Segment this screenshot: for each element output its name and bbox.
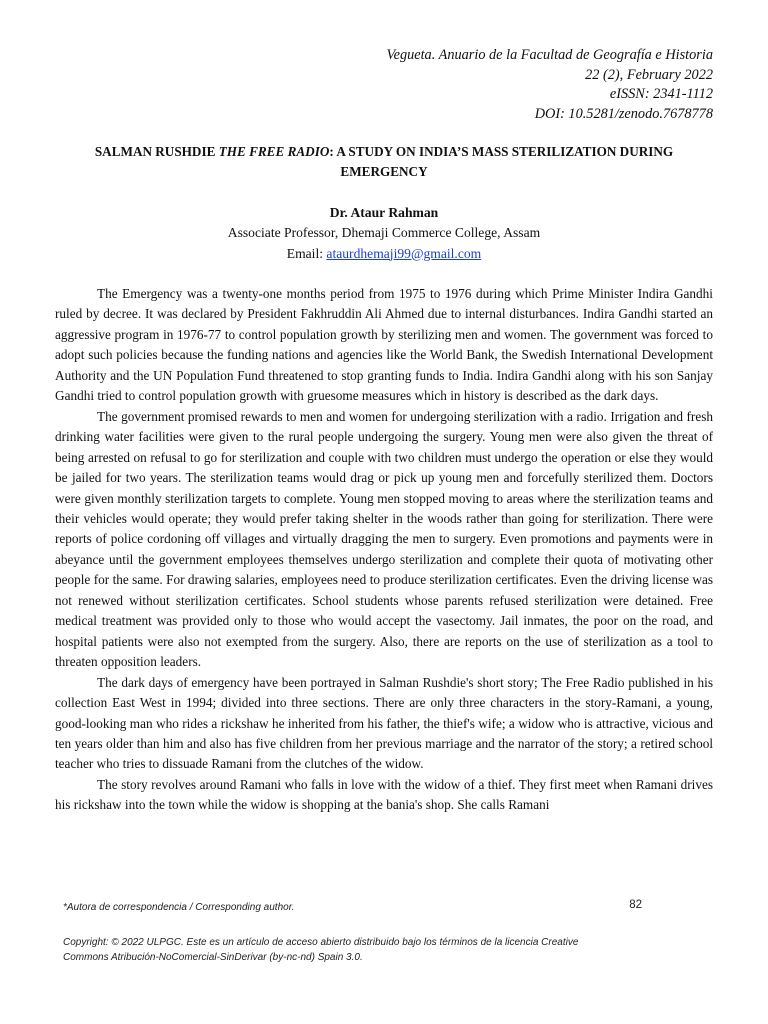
- article-body: [55, 284, 713, 816]
- paper-title: [55, 142, 713, 182]
- paragraph: The government promised rewards to men and women for undergoing sterilization with a radio. Irrigation and fresh drinking water facilities were given to the rural people undergoing the surgery. Young men were also given the threat of being arrested on refusal to go for sterilization and couple with two children must undergo the operation or else they would be jailed for two years. The sterilization teams would drag or pick up young men and forcefully sterilized them. Doctors were given monthly sterilization targets to complete. Young men stopped moving to areas where the sterilization teams and their vehicles would operate; they would prefer taking shelter in the woods rather than going for sterilization. There were reports of police cordoning off villages and virtually dragging the men to surgery. Even promotions and payments were in abeyance until the government employees themselves undergo sterilization and complete their quota of motivating other people for the same. For drawing salaries, employees need to produce sterilization certificates. Even the driving license was not renewed without sterilization certificates. School students whose parents refused sterilization were detained. Free medical treatment was provided only to those who would accept the vasectomy. Jail inmates, the poor on the road, and hospital patients were also not exempted from the surgery. Also, there are reports on the use of sterilization as a tool to threaten opposition leaders.: [55, 408, 713, 670]
- email-link[interactable]: ataurdhemaji99@gmail.com: [326, 245, 482, 261]
- title-part-2: : A STUDY ON INDIA’S MASS STERILIZATION DURING EMERGENCY: [329, 144, 674, 179]
- journal-doi: DOI: 10.5281/zenodo.7678778: [534, 105, 713, 122]
- paragraph: The story revolves around Ramani who falls in love with the widow of a thief. They first meet when Ramani drives his rickshaw into the town while the widow is shopping at the bania's shop. She calls Ramani: [55, 776, 713, 813]
- paragraph: The Emergency was a twenty-one months period from 1975 to 1976 during which Prime Minister Indira Gandhi ruled by decree. It was declared by President Fakhruddin Ali Ahmed due to internal disturbances. Indira Gandhi started an aggressive program in 1976-77 to control population growth by sterilizing men and women. The government was forced to adopt such policies because the funding nations and agencies like the World Bank, the Swedish International Development Authority and the UN Population Fund threatened to stop granting funds to India. Indira Gandhi along with his son Sanjay Gandhi tried to control population growth with gruesome measures which in history is described as the dark days.: [55, 286, 713, 404]
- footnote: *Autora de correspondencia / Corresponding author.: [63, 902, 295, 913]
- author-email-line: [55, 244, 713, 264]
- title-part-1: SALMAN RUSHDIE: [94, 144, 219, 159]
- paragraph: The dark days of emergency have been portrayed in Salman Rushdie's short story; The Free Radio published in his collection East West in 1994; divided into three sections. There are only three characters in the story-Ramani, a young, good-looking man who rides a rickshaw he inherited from his father, the thief's wife; a widow who is attractive, vicious and ten years older than him and also has five children from her previous marriage and the narrator of the story; a retired school teacher who tries to dissuade Ramani from the clutches of the widow.: [55, 674, 713, 772]
- author-block: [55, 203, 713, 264]
- journal-name: Vegueta. Anuario de la Facultad de Geografía e Historia: [386, 47, 713, 63]
- email-label: Email:: [286, 245, 327, 261]
- title-italic: THE FREE RADIO: [218, 144, 330, 159]
- author-name: Dr. Ataur Rahman: [329, 205, 439, 220]
- journal-issue: 22 (2), February 2022: [585, 66, 713, 83]
- journal-eissn: eISSN: 2341-1112: [609, 86, 713, 102]
- copyright-notice: Copyright: © 2022 ULPGC. Este es un artículo de acceso abierto distribuido bajo los términos de la licencia Creative Commons Atribución-NoComercial-SinDerivar (by-nc-nd) Spain 3.0.: [63, 937, 579, 963]
- journal-header: [386, 46, 713, 124]
- page-number: 82: [629, 899, 642, 911]
- author-affiliation: Associate Professor, Dhemaji Commerce College, Assam: [227, 225, 541, 241]
